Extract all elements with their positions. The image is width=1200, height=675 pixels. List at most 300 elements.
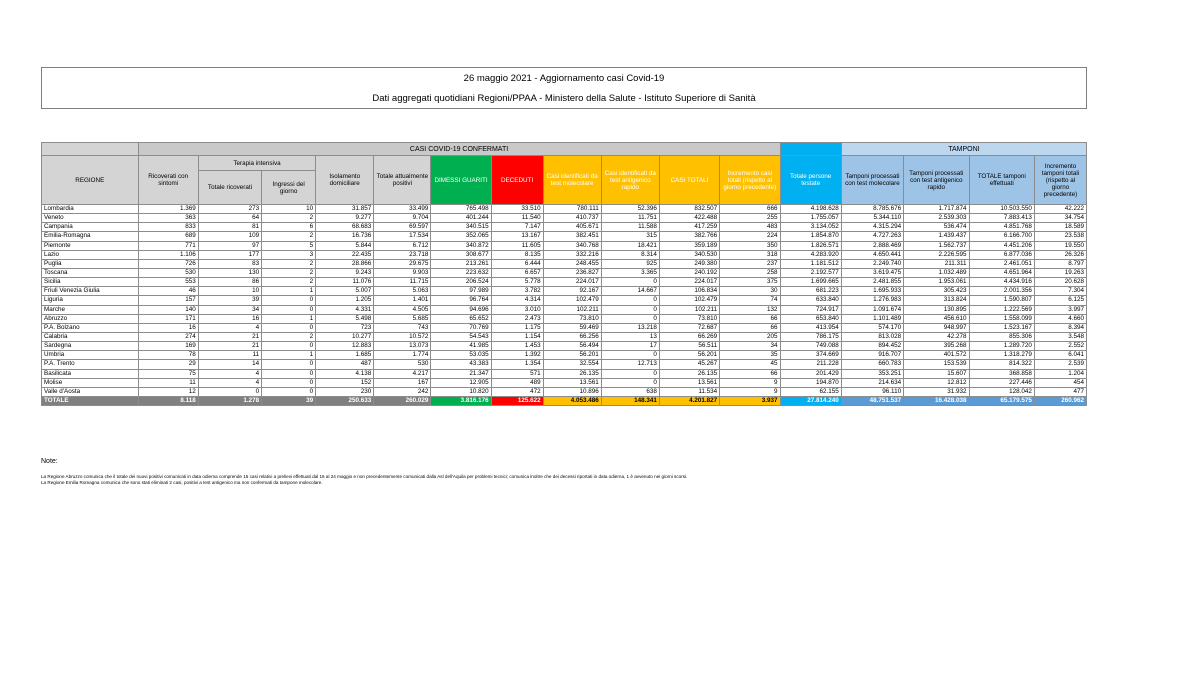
table-cell: 3.782: [491, 287, 543, 296]
table-cell: 350: [720, 241, 780, 250]
table-cell: 10: [262, 205, 316, 214]
table-cell: 10.572: [374, 332, 431, 341]
table-cell: 352.065: [431, 232, 491, 241]
table-cell: 780.111: [543, 205, 601, 214]
table-cell: 4: [198, 323, 261, 332]
table-cell: 10.820: [431, 387, 491, 396]
table-cell: 308.677: [431, 250, 491, 259]
table-cell: 249.380: [659, 259, 719, 268]
table-cell: 83: [198, 259, 261, 268]
table-cell: 6.444: [491, 259, 543, 268]
table-cell: 1.204: [1034, 369, 1086, 378]
table-cell: 9.277: [316, 214, 374, 223]
table-cell: 18.589: [1034, 223, 1086, 232]
header-band-confermati: CASI COVID-19 CONFERMATI: [138, 143, 780, 156]
table-cell: 813.028: [841, 332, 903, 341]
total-cell: 260.029: [374, 396, 431, 405]
table-row: [42, 214, 1087, 223]
table-cell: 214.634: [841, 378, 903, 387]
table-cell: 8.394: [1034, 323, 1086, 332]
table-cell: 7.883.413: [969, 214, 1034, 223]
table-cell: 13.561: [659, 378, 719, 387]
table-row: [42, 314, 1087, 323]
table-cell: 305.423: [904, 287, 969, 296]
table-row: [42, 305, 1087, 314]
table-cell: 72.687: [659, 323, 719, 332]
table-cell: 2: [262, 268, 316, 277]
table-cell: 14.667: [601, 287, 659, 296]
table-cell: 26.326: [1034, 250, 1086, 259]
table-cell: 16.736: [316, 232, 374, 241]
table-cell: 4.651.964: [969, 268, 1034, 277]
total-cell: 16.428.038: [904, 396, 969, 405]
table-cell: 21.347: [431, 369, 491, 378]
table-cell: 1.276.983: [841, 296, 903, 305]
report-header: [41, 67, 1087, 109]
table-cell: 255: [720, 214, 780, 223]
table-cell: 19.263: [1034, 268, 1086, 277]
table-cell: 4.283.920: [780, 250, 841, 259]
table-cell: 39: [198, 296, 261, 305]
total-cell: 27.814.240: [780, 396, 841, 405]
region-name: P.A. Trento: [42, 360, 139, 369]
table-cell: 97.989: [431, 287, 491, 296]
table-cell: 9: [720, 387, 780, 396]
table-cell: 78: [138, 351, 198, 360]
table-cell: 3.365: [601, 268, 659, 277]
covid-cases-table: [41, 142, 1087, 406]
table-cell: 56.511: [659, 342, 719, 351]
header-isolamento: Isolamento domiciliare: [316, 156, 374, 205]
table-cell: 5.063: [374, 287, 431, 296]
table-cell: 1.401: [374, 296, 431, 305]
table-cell: 749.088: [780, 342, 841, 351]
table-cell: 152: [316, 378, 374, 387]
table-cell: 530: [374, 360, 431, 369]
table-cell: 422.488: [659, 214, 719, 223]
header-antigenico: Casi identificati da test antigenico rapido: [601, 156, 659, 205]
table-cell: 0: [601, 369, 659, 378]
table-cell: 574.170: [841, 323, 903, 332]
total-cell: 1.278: [198, 396, 261, 405]
table-cell: 23.538: [1034, 232, 1086, 241]
total-cell: 48.751.537: [841, 396, 903, 405]
table-cell: 45: [720, 360, 780, 369]
table-cell: 45.267: [659, 360, 719, 369]
table-cell: 54.543: [431, 332, 491, 341]
table-cell: 1.755.057: [780, 214, 841, 223]
table-cell: 11.751: [601, 214, 659, 223]
table-cell: 5: [262, 241, 316, 250]
header-regione: REGIONE: [42, 156, 139, 205]
table-cell: 6.041: [1034, 351, 1086, 360]
table-cell: 472: [491, 387, 543, 396]
table-cell: 4.138: [316, 369, 374, 378]
table-cell: 74: [720, 296, 780, 305]
table-cell: 240.192: [659, 268, 719, 277]
region-name: Marche: [42, 305, 139, 314]
table-cell: 13.073: [374, 342, 431, 351]
table-cell: 2.001.356: [969, 287, 1034, 296]
table-cell: 34: [720, 342, 780, 351]
table-cell: 4.650.441: [841, 250, 903, 259]
table-cell: 413.954: [780, 323, 841, 332]
table-cell: 42.222: [1034, 205, 1086, 214]
table-cell: 1.154: [491, 332, 543, 341]
table-cell: 340.768: [543, 241, 601, 250]
table-cell: 28.866: [316, 259, 374, 268]
table-cell: 483: [720, 223, 780, 232]
region-name: Campania: [42, 223, 139, 232]
table-cell: 832.507: [659, 205, 719, 214]
table-cell: 66: [720, 323, 780, 332]
table-cell: 96.764: [431, 296, 491, 305]
table-cell: 12.713: [601, 360, 659, 369]
table-cell: 487: [316, 360, 374, 369]
table-cell: 34.754: [1034, 214, 1086, 223]
table-cell: 0: [262, 387, 316, 396]
table-cell: 332.216: [543, 250, 601, 259]
table-cell: 948.997: [904, 323, 969, 332]
table-cell: 1.392: [491, 351, 543, 360]
table-cell: 0: [262, 360, 316, 369]
table-cell: 855.306: [969, 332, 1034, 341]
table-cell: 5.844: [316, 241, 374, 250]
table-cell: 213.261: [431, 259, 491, 268]
table-row: [42, 351, 1087, 360]
table-row: [42, 332, 1087, 341]
table-cell: 223.632: [431, 268, 491, 277]
table-cell: 130: [198, 268, 261, 277]
region-name: Valle d'Aosta: [42, 387, 139, 396]
table-cell: 2: [262, 278, 316, 287]
table-cell: 167: [374, 378, 431, 387]
table-cell: 1.699.665: [780, 278, 841, 287]
table-cell: 633.840: [780, 296, 841, 305]
table-row: [42, 205, 1087, 214]
table-cell: 786.175: [780, 332, 841, 341]
header-blank-cyan: [780, 143, 841, 156]
table-cell: 340.515: [431, 223, 491, 232]
table-cell: 23.718: [374, 250, 431, 259]
table-cell: 96.110: [841, 387, 903, 396]
table-cell: 211.228: [780, 360, 841, 369]
table-cell: 13.218: [601, 323, 659, 332]
table-cell: 1: [262, 314, 316, 323]
table-cell: 0: [262, 369, 316, 378]
table-cell: 70.769: [431, 323, 491, 332]
table-cell: 2.539.303: [904, 214, 969, 223]
table-cell: 395.268: [904, 342, 969, 351]
table-cell: 2.249.740: [841, 259, 903, 268]
table-cell: 374.669: [780, 351, 841, 360]
table-cell: 6.657: [491, 268, 543, 277]
table-cell: 21: [198, 332, 261, 341]
table-cell: 8.785.676: [841, 205, 903, 214]
table-cell: 130.895: [904, 305, 969, 314]
table-cell: 32.554: [543, 360, 601, 369]
table-cell: 10.896: [543, 387, 601, 396]
table-cell: 26.135: [659, 369, 719, 378]
table-cell: 0: [262, 342, 316, 351]
table-cell: 410.737: [543, 214, 601, 223]
table-cell: 102.211: [543, 305, 601, 314]
total-cell: 65.179.575: [969, 396, 1034, 405]
table-cell: 20.628: [1034, 278, 1086, 287]
table-cell: 11: [198, 351, 261, 360]
table-cell: 73.810: [543, 314, 601, 323]
header-ricoverati: Ricoverati con sintomi: [138, 156, 198, 205]
table-cell: 405.671: [543, 223, 601, 232]
table-cell: 224: [720, 232, 780, 241]
table-cell: 5.498: [316, 314, 374, 323]
table-cell: 132: [720, 305, 780, 314]
table-cell: 0: [601, 314, 659, 323]
header-persone-testate: Totale persone testate: [780, 156, 841, 205]
table-cell: 52.396: [601, 205, 659, 214]
table-cell: 1.106: [138, 250, 198, 259]
table-cell: 3.134.052: [780, 223, 841, 232]
table-cell: 53.035: [431, 351, 491, 360]
table-cell: 97: [198, 241, 261, 250]
table-cell: 12.905: [431, 378, 491, 387]
table-cell: 454: [1034, 378, 1086, 387]
table-cell: 140: [138, 305, 198, 314]
table-cell: 224.017: [659, 278, 719, 287]
table-cell: 73.810: [659, 314, 719, 323]
table-cell: 56.201: [659, 351, 719, 360]
table-row: [42, 232, 1087, 241]
table-cell: 1.222.569: [969, 305, 1034, 314]
region-name: Friuli Venezia Giulia: [42, 287, 139, 296]
table-cell: 638: [601, 387, 659, 396]
table-cell: 417.259: [659, 223, 719, 232]
region-name: Abruzzo: [42, 314, 139, 323]
total-cell: 260.962: [1034, 396, 1086, 405]
table-cell: 11.540: [491, 214, 543, 223]
table-cell: 4.198.628: [780, 205, 841, 214]
table-cell: 382.451: [543, 232, 601, 241]
table-cell: 2: [262, 214, 316, 223]
table-cell: 11.605: [491, 241, 543, 250]
table-cell: 0: [601, 351, 659, 360]
table-cell: 248.455: [543, 259, 601, 268]
header-casi-totali: CASI TOTALI: [659, 156, 719, 205]
region-name: P.A. Bolzano: [42, 323, 139, 332]
table-cell: 1.826.571: [780, 241, 841, 250]
note-line-abruzzo: La Regione Abruzzo comunica che il totale dei nuovi positivi comunicati in data odierna comprende 15 casi relativi a prelievi effettuati dal 16 al 24 maggio e non precedentemente comunicati dalla Asl dell'Aquila per problemi tecnici; comunica inoltre che dei decessi riportati in data odierna, 1 è avvenuto nei giorni scorsi.: [41, 474, 688, 479]
table-cell: 12: [138, 387, 198, 396]
table-cell: 401.244: [431, 214, 491, 223]
total-cell: 3.937: [720, 396, 780, 405]
table-cell: 1.318.279: [969, 351, 1034, 360]
table-cell: 11.534: [659, 387, 719, 396]
table-cell: 4.331: [316, 305, 374, 314]
header-positivi: Totale attualmente positivi: [374, 156, 431, 205]
table-cell: 1.205: [316, 296, 374, 305]
table-cell: 2.461.051: [969, 259, 1034, 268]
table-cell: 201.429: [780, 369, 841, 378]
table-cell: 10: [198, 287, 261, 296]
region-name: Toscana: [42, 268, 139, 277]
table-cell: 2.481.855: [841, 278, 903, 287]
table-cell: 13.561: [543, 378, 601, 387]
table-cell: 0: [601, 305, 659, 314]
header-band-tamponi: TAMPONI: [841, 143, 1086, 156]
table-cell: 12.812: [904, 378, 969, 387]
table-cell: 1.695.933: [841, 287, 903, 296]
table-cell: 0: [262, 323, 316, 332]
table-cell: 1.774: [374, 351, 431, 360]
table-cell: 4.451.206: [969, 241, 1034, 250]
table-cell: 4.314: [491, 296, 543, 305]
table-cell: 4.434.916: [969, 278, 1034, 287]
table-cell: 681.223: [780, 287, 841, 296]
table-cell: 4.727.263: [841, 232, 903, 241]
table-cell: 3.548: [1034, 332, 1086, 341]
table-cell: 205: [720, 332, 780, 341]
table-cell: 16: [138, 323, 198, 332]
table-cell: 13.167: [491, 232, 543, 241]
table-cell: 0: [601, 378, 659, 387]
table-cell: 19.550: [1034, 241, 1086, 250]
table-cell: 64: [198, 214, 261, 223]
table-cell: 29.675: [374, 259, 431, 268]
table-cell: 1.717.874: [904, 205, 969, 214]
table-cell: 2.552: [1034, 342, 1086, 351]
header-incremento: Incremento casi totali (rispetto al giorno precedente): [720, 156, 780, 205]
table-cell: 224.017: [543, 278, 601, 287]
table-cell: 0: [262, 378, 316, 387]
table-cell: 6: [262, 223, 316, 232]
table-cell: 211.311: [904, 259, 969, 268]
region-name: Veneto: [42, 214, 139, 223]
table-cell: 1: [262, 287, 316, 296]
table-cell: 22.435: [316, 250, 374, 259]
table-cell: 8.314: [601, 250, 659, 259]
table-cell: 66: [720, 314, 780, 323]
table-row: [42, 342, 1087, 351]
table-row: [42, 360, 1087, 369]
region-name: Lazio: [42, 250, 139, 259]
table-cell: 75: [138, 369, 198, 378]
table-cell: 1.091.674: [841, 305, 903, 314]
table-cell: 31.857: [316, 205, 374, 214]
table-cell: 477: [1034, 387, 1086, 396]
table-cell: 9.903: [374, 268, 431, 277]
table-cell: 315: [601, 232, 659, 241]
table-cell: 536.474: [904, 223, 969, 232]
table-cell: 4.217: [374, 369, 431, 378]
table-cell: 3.010: [491, 305, 543, 314]
table-row: [42, 387, 1087, 396]
table-cell: 375: [720, 278, 780, 287]
table-cell: 18.421: [601, 241, 659, 250]
table-cell: 318: [720, 250, 780, 259]
table-cell: 1.685: [316, 351, 374, 360]
table-cell: 106.834: [659, 287, 719, 296]
table-cell: 1.101.489: [841, 314, 903, 323]
table-cell: 157: [138, 296, 198, 305]
table-cell: 227.446: [969, 378, 1034, 387]
table-cell: 86: [198, 278, 261, 287]
table-row: [42, 223, 1087, 232]
table-cell: 5.344.110: [841, 214, 903, 223]
table-cell: 3.997: [1034, 305, 1086, 314]
table-cell: 230: [316, 387, 374, 396]
table-cell: 1.523.167: [969, 323, 1034, 332]
table-cell: 353.251: [841, 369, 903, 378]
table-cell: 4.851.768: [969, 223, 1034, 232]
table-cell: 666: [720, 205, 780, 214]
table-cell: 4: [198, 369, 261, 378]
table-cell: 236.827: [543, 268, 601, 277]
region-name: Molise: [42, 378, 139, 387]
table-row: [42, 378, 1087, 387]
table-cell: 34: [198, 305, 261, 314]
table-cell: 0: [601, 296, 659, 305]
table-cell: 8.135: [491, 250, 543, 259]
region-name: Emilia-Romagna: [42, 232, 139, 241]
table-cell: 6.166.700: [969, 232, 1034, 241]
table-cell: 26.135: [543, 369, 601, 378]
table-cell: 33.510: [491, 205, 543, 214]
table-cell: 6.125: [1034, 296, 1086, 305]
table-cell: 660.783: [841, 360, 903, 369]
table-cell: 62.155: [780, 387, 841, 396]
table-cell: 1.439.437: [904, 232, 969, 241]
table-cell: 2.192.577: [780, 268, 841, 277]
table-cell: 2.226.595: [904, 250, 969, 259]
table-cell: 31.932: [904, 387, 969, 396]
region-name: Basilicata: [42, 369, 139, 378]
header-t-incremento: Incremento tamponi totali (rispetto al giorno precedente): [1034, 156, 1086, 205]
table-cell: 894.452: [841, 342, 903, 351]
region-name: Liguria: [42, 296, 139, 305]
notes-title: Note:: [41, 458, 58, 465]
table-cell: 1.181.512: [780, 259, 841, 268]
table-cell: 3: [262, 250, 316, 259]
table-cell: 12.883: [316, 342, 374, 351]
table-cell: 4.315.294: [841, 223, 903, 232]
table-cell: 13: [601, 332, 659, 341]
table-cell: 489: [491, 378, 543, 387]
table-cell: 206.524: [431, 278, 491, 287]
table-cell: 46: [138, 287, 198, 296]
region-name: Puglia: [42, 259, 139, 268]
table-cell: 56.201: [543, 351, 601, 360]
table-cell: 363: [138, 214, 198, 223]
table-cell: 4.660: [1034, 314, 1086, 323]
table-cell: 1.032.489: [904, 268, 969, 277]
table-cell: 10.503.550: [969, 205, 1034, 214]
table-cell: 368.858: [969, 369, 1034, 378]
table-cell: 9.243: [316, 268, 374, 277]
table-cell: 743: [374, 323, 431, 332]
table-cell: 2: [262, 259, 316, 268]
table-cell: 21: [198, 342, 261, 351]
total-row: [42, 396, 1087, 405]
table-cell: 17.534: [374, 232, 431, 241]
table-cell: 42.278: [904, 332, 969, 341]
total-cell: 4.053.486: [543, 396, 601, 405]
table-cell: 66: [720, 369, 780, 378]
table-cell: 43.383: [431, 360, 491, 369]
table-cell: 194.870: [780, 378, 841, 387]
table-cell: 833: [138, 223, 198, 232]
table-cell: 1.558.099: [969, 314, 1034, 323]
table-cell: 925: [601, 259, 659, 268]
